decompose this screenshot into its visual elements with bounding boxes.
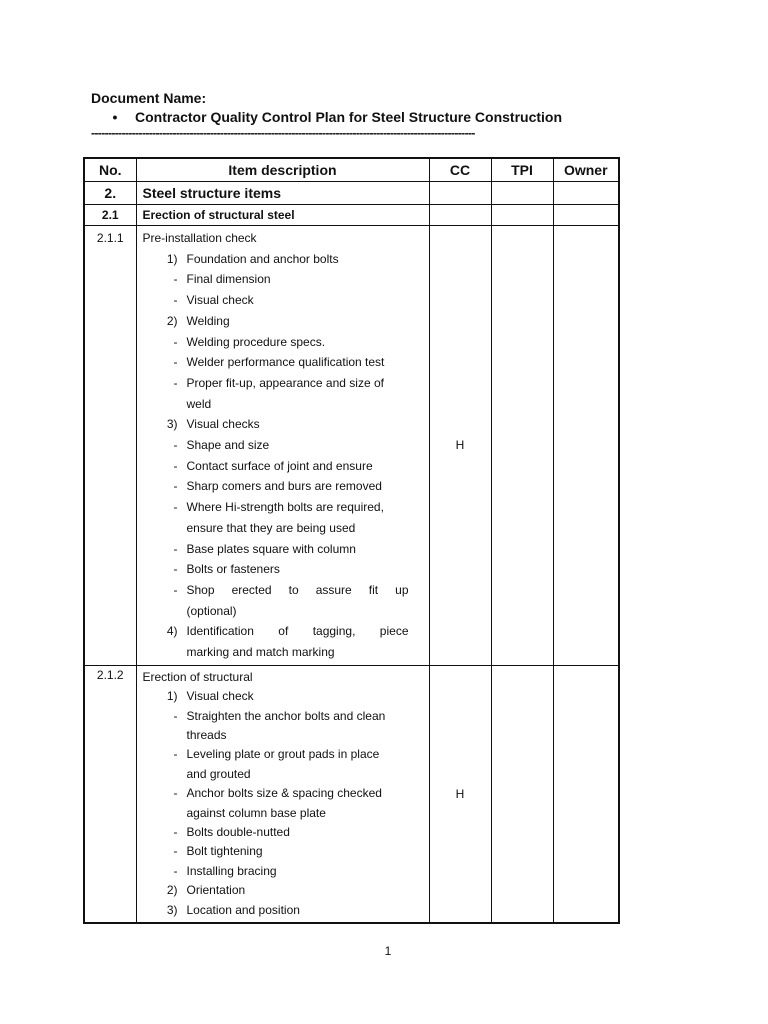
item-row xyxy=(84,226,619,666)
line-text: Shape and size xyxy=(186,438,270,453)
description-line xyxy=(143,497,409,518)
line-text: Base plates square with column xyxy=(186,541,356,556)
subsection-owner-cell xyxy=(553,205,619,226)
line-marker: 3) xyxy=(166,902,178,917)
line-marker: - xyxy=(173,541,178,556)
subsection-description: Erection of structural steel xyxy=(136,205,429,226)
line-marker: - xyxy=(173,708,178,723)
line-marker xyxy=(143,394,187,415)
line-text: Final dimension xyxy=(186,272,271,287)
line-text: Orientation xyxy=(186,883,246,898)
item-description-lines xyxy=(137,226,429,665)
section-row xyxy=(84,182,619,205)
description-line xyxy=(143,842,409,861)
line-marker xyxy=(143,642,187,663)
document-header xyxy=(91,89,631,140)
line-text: Where Hi-strength bolts are required, xyxy=(186,500,384,515)
description-line xyxy=(143,687,409,706)
line-text: against column base plate xyxy=(186,805,326,820)
item-tpi xyxy=(491,226,553,666)
line-marker: - xyxy=(173,844,178,859)
line-marker xyxy=(143,601,187,622)
line-text: Bolts double-nutted xyxy=(186,825,290,840)
separator-line: ----------------------------------------------------------------------------------------------------------------- xyxy=(91,126,475,140)
line-marker: 1) xyxy=(166,251,178,266)
description-line xyxy=(143,435,409,456)
line-text: Installing bracing xyxy=(186,863,277,878)
line-text: Welding xyxy=(186,313,230,328)
line-marker: - xyxy=(173,355,178,370)
line-marker xyxy=(143,518,187,539)
item-number xyxy=(84,226,136,666)
description-line xyxy=(143,707,409,726)
description-line xyxy=(143,373,409,394)
description-line xyxy=(143,901,409,920)
line-marker: - xyxy=(173,438,178,453)
header-row xyxy=(84,158,619,182)
description-line xyxy=(143,352,409,373)
description-line xyxy=(143,784,409,803)
header-owner: Owner xyxy=(553,158,619,182)
item-description-lines xyxy=(137,666,429,922)
line-text: Bolt tightening xyxy=(186,844,263,859)
subsection-row xyxy=(84,205,619,226)
item-description xyxy=(136,226,429,666)
item-cc: H xyxy=(429,226,491,666)
line-text: Visual checks xyxy=(186,417,260,432)
quality-control-table xyxy=(83,157,620,924)
description-line xyxy=(143,668,409,687)
line-text: Anchor bolts size & spacing checked xyxy=(186,786,382,801)
subsection-tpi-cell xyxy=(491,205,553,226)
line-text: Shop erected to assure fit up xyxy=(186,582,409,597)
line-marker: 4) xyxy=(166,624,178,639)
line-text: Visual check xyxy=(186,293,254,308)
description-line xyxy=(143,601,409,622)
description-line xyxy=(143,249,409,270)
description-line xyxy=(143,804,409,823)
description-line xyxy=(143,823,409,842)
description-line xyxy=(143,269,409,290)
description-line xyxy=(143,518,409,539)
section-number: 2. xyxy=(84,182,136,205)
description-line xyxy=(143,476,409,497)
page-number: 1 xyxy=(384,944,392,958)
line-marker: 3) xyxy=(166,417,178,432)
header-cc: CC xyxy=(429,158,491,182)
subsection-number: 2.1 xyxy=(84,205,136,226)
line-text: (optional) xyxy=(186,603,237,618)
line-marker: 2) xyxy=(166,883,178,898)
line-text: Erection of structural xyxy=(142,669,253,684)
item-number-text: 2.1.1 xyxy=(96,231,124,245)
line-marker: - xyxy=(173,334,178,349)
header-tpi: TPI xyxy=(491,158,553,182)
line-text: Pre-installation check xyxy=(142,231,257,245)
line-text: Visual check xyxy=(186,689,254,704)
line-text: threads xyxy=(186,727,227,742)
description-line xyxy=(143,332,409,353)
section-description: Steel structure items xyxy=(136,182,429,205)
line-text: Welder performance qualification test xyxy=(186,355,385,370)
line-text: weld xyxy=(186,396,212,411)
description-line xyxy=(143,290,409,311)
line-text: ensure that they are being used xyxy=(186,520,356,535)
section-owner-cell xyxy=(553,182,619,205)
line-marker: - xyxy=(173,747,178,762)
line-marker: - xyxy=(173,825,178,840)
header-description: Item description xyxy=(136,158,429,182)
line-text: Foundation and anchor bolts xyxy=(186,251,339,266)
description-line xyxy=(143,228,409,249)
description-line xyxy=(143,642,409,663)
line-marker: - xyxy=(173,582,178,597)
description-line xyxy=(143,862,409,881)
line-marker xyxy=(143,726,187,745)
line-text: Bolts or fasteners xyxy=(186,562,280,577)
line-marker: 1) xyxy=(166,689,178,704)
item-cc: H xyxy=(429,665,491,923)
line-text: Straighten the anchor bolts and clean xyxy=(186,708,386,723)
line-text: Sharp comers and burs are removed xyxy=(186,479,382,494)
line-marker xyxy=(143,765,187,784)
item-number xyxy=(84,665,136,923)
item-number-text: 2.1.2 xyxy=(96,667,124,682)
document-name-label: Document Name: xyxy=(91,90,207,106)
item-owner xyxy=(553,226,619,666)
description-line xyxy=(143,580,409,601)
line-text: marking and match marking xyxy=(186,645,335,660)
line-text: and grouted xyxy=(186,766,251,781)
line-marker: - xyxy=(173,786,178,801)
description-line xyxy=(143,881,409,900)
line-marker: - xyxy=(173,458,178,473)
line-marker xyxy=(143,804,187,823)
subsection-cc-cell xyxy=(429,205,491,226)
line-marker: 2) xyxy=(166,313,178,328)
description-line xyxy=(143,621,409,642)
description-line xyxy=(143,311,409,332)
line-marker: - xyxy=(173,272,178,287)
line-marker: - xyxy=(173,293,178,308)
description-line xyxy=(143,559,409,580)
line-text: Proper fit-up, appearance and size of xyxy=(186,375,384,390)
line-marker: - xyxy=(173,863,178,878)
line-text: Identification of tagging, piece xyxy=(186,624,409,639)
item-tpi xyxy=(491,665,553,923)
line-text: Location and position xyxy=(186,902,300,917)
line-marker: - xyxy=(173,562,178,577)
document-title: Contractor Quality Control Plan for Steel Structure Construction xyxy=(135,109,563,125)
header-no: No. xyxy=(84,158,136,182)
description-line xyxy=(143,765,409,784)
description-line xyxy=(143,456,409,477)
item-description xyxy=(136,665,429,923)
line-text: Welding procedure specs. xyxy=(186,334,326,349)
document-title-row xyxy=(91,108,631,126)
description-line xyxy=(143,394,409,415)
description-line xyxy=(143,539,409,560)
bullet-icon: • xyxy=(112,109,118,125)
line-text: Leveling plate or grout pads in place xyxy=(186,747,380,762)
line-marker: - xyxy=(173,500,178,515)
line-text: Contact surface of joint and ensure xyxy=(186,458,373,473)
item-row xyxy=(84,665,619,923)
line-marker: - xyxy=(173,479,178,494)
line-marker: - xyxy=(173,375,178,390)
section-cc-cell xyxy=(429,182,491,205)
description-line xyxy=(143,745,409,764)
description-line xyxy=(143,726,409,745)
item-owner xyxy=(553,665,619,923)
section-tpi-cell xyxy=(491,182,553,205)
description-line xyxy=(143,414,409,435)
